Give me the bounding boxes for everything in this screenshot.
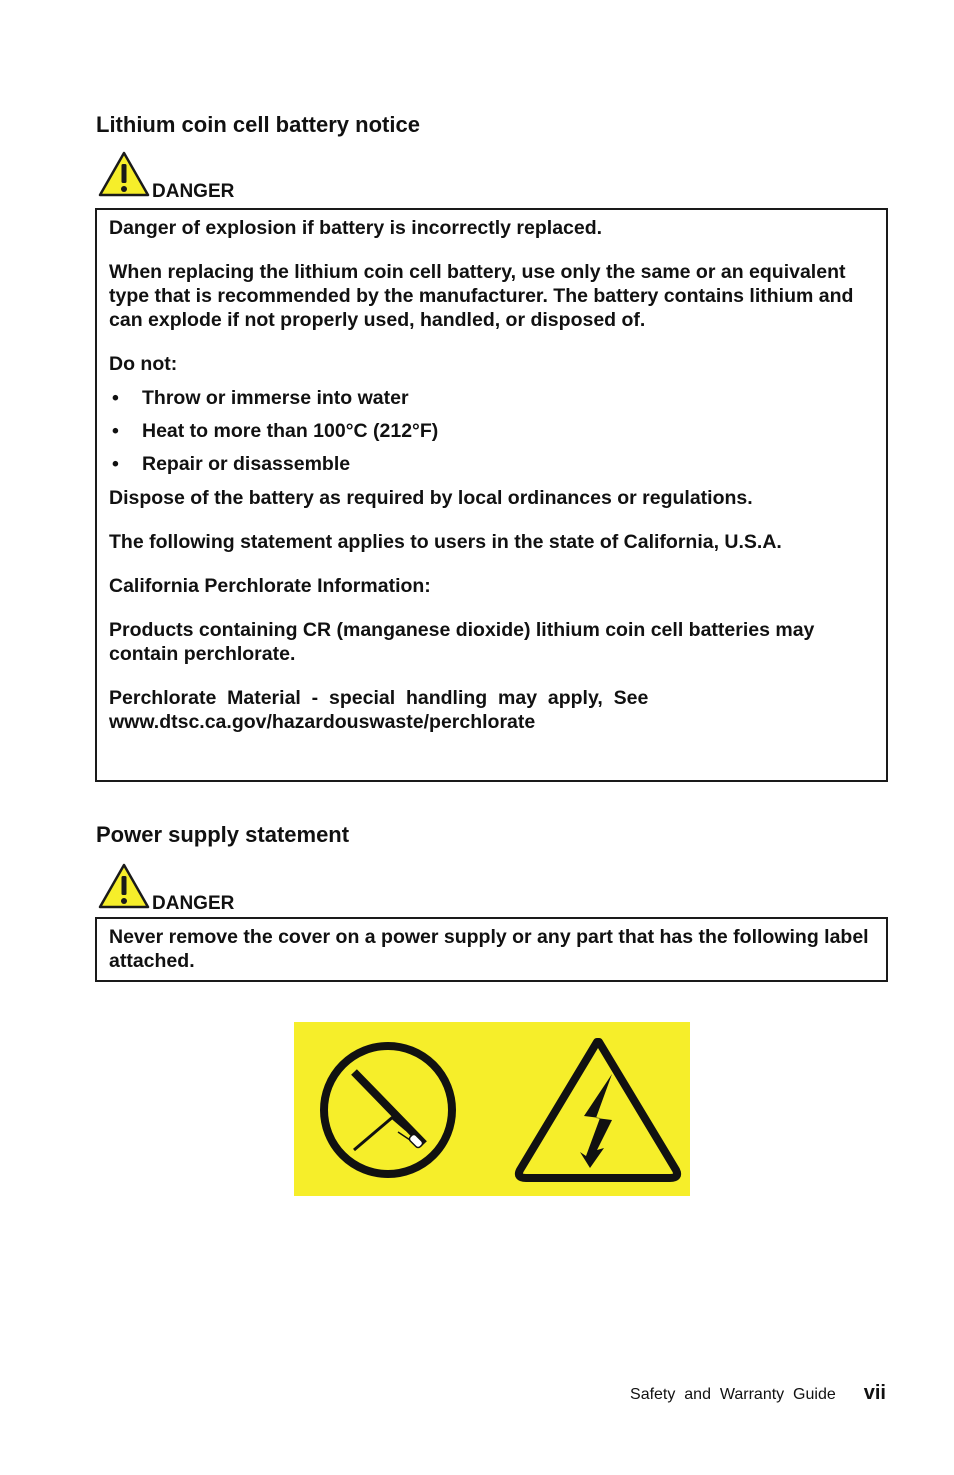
list-item: • Repair or disassemble — [109, 452, 876, 476]
footer-title: Safety and Warranty Guide — [630, 1386, 836, 1403]
page-footer — [630, 1382, 886, 1405]
paragraph: Never remove the cover on a power supply or any part that has the following label attached. — [109, 926, 869, 972]
warning-triangle-icon — [98, 150, 150, 198]
danger-box-power — [95, 917, 888, 982]
danger-label: DANGER — [152, 893, 235, 914]
perchlorate-line: Perchlorate Material - special handling may apply, See — [109, 687, 649, 709]
perchlorate-url: www.dtsc.ca.gov/hazardouswaste/perchlorate — [109, 711, 536, 733]
paragraph: The following statement applies to users in the state of California, U.S.A. — [109, 531, 782, 553]
paragraph: When replacing the lithium coin cell battery, use only the same or an equivalent type that is recommended by the manufacturer. The battery contains lithium and can explode if not properly used, handled, or disposed of. — [109, 261, 854, 331]
list-item: • Heat to more than 100°C (212°F) — [109, 419, 876, 443]
perchlorate-paragraph — [109, 686, 876, 734]
bullet-list — [109, 386, 876, 476]
paragraph: California Perchlorate Information: — [109, 575, 431, 597]
paragraph: Do not: — [109, 353, 178, 375]
danger-box-battery — [95, 208, 888, 782]
warning-triangle-icon — [98, 862, 150, 910]
section-heading-power: Power supply statement — [96, 822, 350, 847]
paragraph: Danger of explosion if battery is incorrectly replaced. — [109, 217, 603, 239]
list-item: • Throw or immerse into water — [109, 386, 876, 410]
page-number: vii — [863, 1382, 886, 1404]
danger-label: DANGER — [152, 181, 235, 202]
section-heading-battery: Lithium coin cell battery notice — [96, 112, 420, 137]
hazard-label — [294, 1022, 690, 1196]
paragraph: Dispose of the battery as required by local ordinances or regulations. — [109, 487, 753, 509]
paragraph: Products containing CR (manganese dioxide) lithium coin cell batteries may contain perchlorate. — [109, 619, 815, 665]
